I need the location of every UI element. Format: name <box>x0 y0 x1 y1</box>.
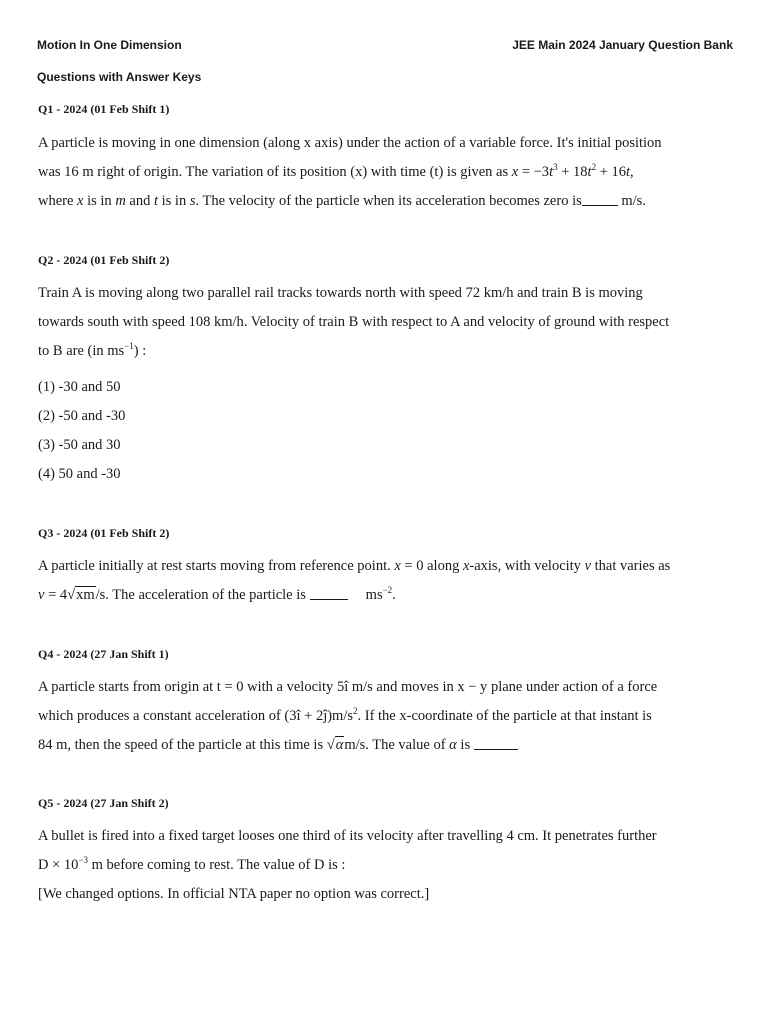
q4-title: Q4 - 2024 (27 Jan Shift 1) <box>38 647 169 661</box>
q3-line-1: A particle initially at rest starts moving from reference point. x = 0 along x-axis, with velocity v that varies as <box>38 558 671 574</box>
q1-title: Q1 - 2024 (01 Feb Shift 1) <box>38 102 170 116</box>
q5-title: Q5 - 2024 (27 Jan Shift 2) <box>38 796 169 810</box>
header-right: JEE Main 2024 January Question Bank <box>512 38 733 52</box>
q2-line-3: to B are (in $ms^{-1}$) : <box>38 341 147 359</box>
q5-line-2: $D \times 10^{-3}$ m before coming to rest. The value of D is : <box>38 855 346 873</box>
answer-blank <box>582 193 618 206</box>
q1-line-3: where x is in m and t is in s. The velocity of the particle when its acceleration becomes zero is m/s. <box>38 193 646 209</box>
q2-option-1: (1) -30 and 50 <box>38 379 121 395</box>
answer-blank <box>310 587 348 600</box>
answer-blank <box>474 737 518 750</box>
q3-title: Q3 - 2024 (01 Feb Shift 2) <box>38 526 170 540</box>
q5-line-3: [We changed options. In official NTA paper no option was correct.] <box>38 886 430 902</box>
q1-line-2: was 16 m right of origin. The variation of its position (x) with time (t) is given as $x = -3t^3 + 18t^2 + 16t$, <box>38 162 634 180</box>
q2-option-3: (3) -50 and 30 <box>38 437 121 453</box>
q1-line-1: A particle is moving in one dimension (along x axis) under the action of a variable force. It's initial position <box>38 135 662 151</box>
q3-line-2: v = 4√xm/s. The acceleration of the particle is $ms^{-2}$. <box>38 585 396 603</box>
q2-option-4: (4) 50 and -30 <box>38 466 121 482</box>
q2-line-2: towards south with speed 108 km/h. Velocity of train B with respect to A and velocity of ground with respect <box>38 314 670 330</box>
q2-option-2: (2) -50 and -30 <box>38 408 126 424</box>
q2-title: Q2 - 2024 (01 Feb Shift 2) <box>38 253 170 267</box>
q4-line-3: 84 m, then the speed of the particle at this time is √αm/s. The value of α is <box>38 736 518 754</box>
q2-line-1: Train A is moving along two parallel rail tracks towards north with speed 72 km/h and train B is moving <box>38 285 643 301</box>
header-left: Motion In One Dimension <box>37 38 182 52</box>
q4-line-1: A particle starts from origin at t = 0 with a velocity 5î m/s and moves in x − y plane under action of a force <box>38 679 658 695</box>
q5-line-1: A bullet is fired into a fixed target looses one third of its velocity after travelling 4 cm. It penetrates further <box>38 828 657 844</box>
q4-line-2: which produces a constant acceleration of (3î + $2ĵ)m/s^2$. If the x-coordinate of the particle at that instant is <box>38 706 652 724</box>
subheader: Questions with Answer Keys <box>37 70 202 84</box>
